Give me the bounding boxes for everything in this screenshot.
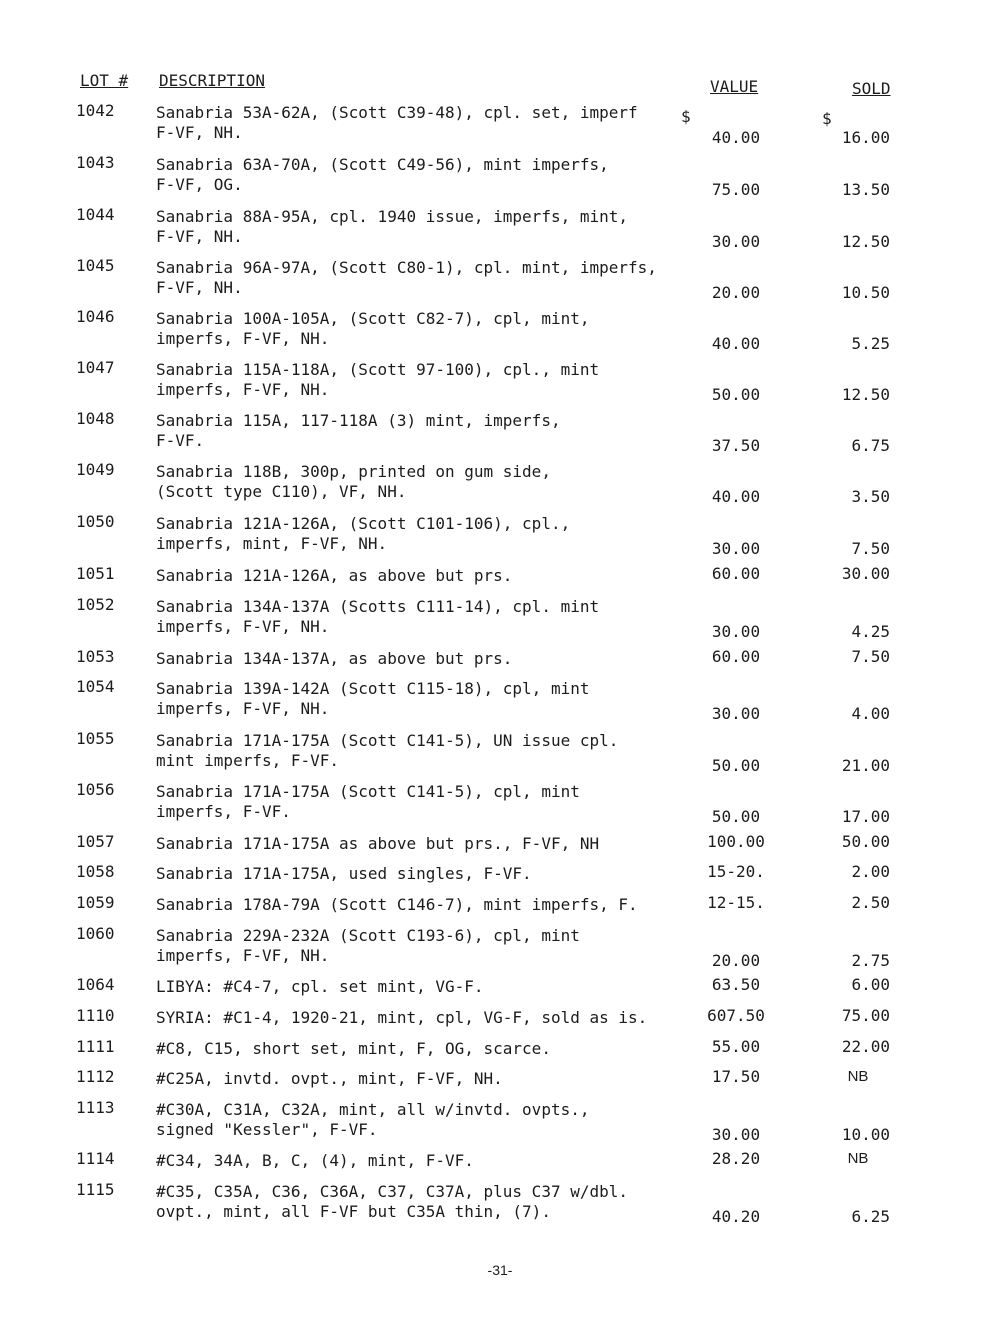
lot-sold-price: 6.75	[851, 436, 890, 455]
lot-description-line-1: #C34, 34A, B, C, (4), mint, F-VF.	[156, 1151, 474, 1170]
lot-description-line-1: LIBYA: #C4-7, cpl. set mint, VG-F.	[156, 977, 484, 996]
lot-value: 40.00	[711, 487, 761, 506]
lot-description-line-1: Sanabria 171A-175A, used singles, F-VF.	[156, 864, 532, 883]
lot-description-line-1: Sanabria 121A-126A, (Scott C101-106), cpl.,	[156, 514, 571, 533]
lot-value: 50.00	[711, 756, 761, 775]
lot-value: 50.00	[711, 807, 761, 826]
lot-sold-price: 10.50	[841, 283, 890, 302]
lot-number: 1045	[76, 256, 115, 275]
lot-value: 40.00	[711, 334, 761, 353]
lot-sold-price: 30.00	[841, 564, 890, 583]
lot-number: 1044	[76, 205, 115, 224]
lot-value: 30.00	[711, 1125, 761, 1144]
lot-sold-price: 4.25	[851, 622, 890, 641]
lot-description-line-1: #C8, C15, short set, mint, F, OG, scarce.	[156, 1039, 551, 1058]
page-number: -31-	[487, 1262, 513, 1278]
lot-value: 60.00	[711, 647, 761, 666]
lot-sold-price: 75.00	[841, 1006, 890, 1025]
lot-description-line-1: Sanabria 96A-97A, (Scott C80-1), cpl. mint, imperfs,	[156, 258, 657, 277]
lot-sold-price: 17.00	[841, 807, 890, 826]
lot-description-line-2: F-VF.	[156, 431, 205, 450]
lot-description-line-2: imperfs, F-VF, NH.	[156, 699, 330, 718]
lot-description-line-2: (Scott type C110), VF, NH.	[156, 482, 407, 501]
lot-description-line-2: F-VF, OG.	[156, 175, 243, 194]
lot-number: 1050	[76, 512, 115, 531]
lot-description-line-1: Sanabria 115A-118A, (Scott 97-100), cpl., mint	[156, 360, 600, 379]
lot-sold-price: 5.25	[851, 334, 890, 353]
lot-number: 1057	[76, 832, 115, 851]
lot-number: 1110	[76, 1006, 115, 1025]
lot-value: 20.00	[711, 951, 761, 970]
sold-currency-symbol: $	[822, 109, 832, 128]
lot-value: 17.50	[711, 1067, 761, 1086]
lot-number: 1054	[76, 677, 115, 696]
lot-number: 1056	[76, 780, 115, 799]
lot-number: 1055	[76, 729, 115, 748]
lot-description-line-1: Sanabria 171A-175A (Scott C141-5), cpl, mint	[156, 782, 580, 801]
header-sold: SOLD	[852, 79, 891, 98]
header-value: VALUE	[710, 77, 759, 96]
lot-description-line-1: Sanabria 63A-70A, (Scott C49-56), mint imperfs,	[156, 155, 609, 174]
lot-number: 1043	[76, 153, 115, 172]
lot-description-line-2: imperfs, mint, F-VF, NH.	[156, 534, 388, 553]
lot-number: 1058	[76, 862, 115, 881]
lot-value: 30.00	[711, 704, 761, 723]
lot-value: 37.50	[711, 436, 761, 455]
lot-description-line-1: Sanabria 139A-142A (Scott C115-18), cpl, mint	[156, 679, 590, 698]
lot-number: 1048	[76, 409, 115, 428]
header-description: DESCRIPTION	[159, 71, 265, 90]
lot-value: 20.00	[711, 283, 761, 302]
lot-value: 15-20.	[707, 862, 765, 881]
lot-number: 1064	[76, 975, 115, 994]
lot-value: 40.00	[711, 128, 761, 147]
lot-description-line-1: Sanabria 115A, 117-118A (3) mint, imperfs,	[156, 411, 561, 430]
lot-description-line-2: imperfs, F-VF, NH.	[156, 380, 330, 399]
lot-value: 30.00	[711, 539, 761, 558]
value-currency-symbol: $	[681, 107, 691, 126]
lot-number: 1042	[76, 101, 115, 120]
lot-description-line-1: Sanabria 134A-137A (Scotts C111-14), cpl. mint	[156, 597, 600, 616]
lot-value: 50.00	[711, 385, 761, 404]
lot-number: 1047	[76, 358, 115, 377]
lot-number: 1112	[76, 1067, 115, 1086]
lot-sold-price: 50.00	[841, 832, 890, 851]
lot-description-line-1: Sanabria 229A-232A (Scott C193-6), cpl, mint	[156, 926, 580, 945]
lot-description-line-2: imperfs, F-VF.	[156, 802, 291, 821]
lot-value: 60.00	[711, 564, 761, 583]
lot-number: 1114	[76, 1149, 115, 1168]
lot-description-line-1: Sanabria 121A-126A, as above but prs.	[156, 566, 513, 585]
lot-sold-price: 7.50	[851, 539, 890, 558]
lot-sold-price: 16.00	[841, 128, 890, 147]
lot-value: 100.00	[707, 832, 765, 851]
lot-value: 55.00	[711, 1037, 761, 1056]
lot-description-line-1: #C30A, C31A, C32A, mint, all w/invtd. ovpts.,	[156, 1100, 590, 1119]
lot-sold-price: 12.50	[841, 385, 890, 404]
lot-value: 40.20	[711, 1207, 761, 1226]
lot-number: 1052	[76, 595, 115, 614]
lot-value: 63.50	[711, 975, 761, 994]
lot-description-line-2: imperfs, F-VF, NH.	[156, 329, 330, 348]
lot-description-line-1: #C25A, invtd. ovpt., mint, F-VF, NH.	[156, 1069, 503, 1088]
lot-sold-price: 3.50	[851, 487, 890, 506]
lot-value: 12-15.	[707, 893, 765, 912]
lot-sold-price: 13.50	[841, 180, 890, 199]
lot-sold-price: 6.00	[851, 975, 890, 994]
lot-description-line-1: Sanabria 171A-175A as above but prs., F-VF, NH	[156, 834, 600, 853]
lot-description-line-2: imperfs, F-VF, NH.	[156, 946, 330, 965]
lot-number: 1115	[76, 1180, 115, 1199]
lot-description-line-1: Sanabria 171A-175A (Scott C141-5), UN issue cpl.	[156, 731, 619, 750]
lot-sold-price: 22.00	[841, 1037, 890, 1056]
lot-sold-price: 2.75	[851, 951, 890, 970]
lot-description-line-1: Sanabria 53A-62A, (Scott C39-48), cpl. set, imperf	[156, 103, 638, 122]
lot-sold-price: 4.00	[851, 704, 890, 723]
lot-number: 1059	[76, 893, 115, 912]
lot-description-line-2: mint imperfs, F-VF.	[156, 751, 340, 770]
lot-description-line-2: F-VF, NH.	[156, 123, 243, 142]
lot-description-line-1: Sanabria 134A-137A, as above but prs.	[156, 649, 513, 668]
lot-sold-price: 6.25	[851, 1207, 890, 1226]
lot-description-line-1: Sanabria 100A-105A, (Scott C82-7), cpl, mint,	[156, 309, 590, 328]
lot-value: 75.00	[711, 180, 761, 199]
lot-number: 1113	[76, 1098, 115, 1117]
header-lot: LOT #	[80, 71, 129, 90]
lot-sold-price: 7.50	[851, 647, 890, 666]
lot-number: 1049	[76, 460, 115, 479]
lot-value: 30.00	[711, 232, 761, 251]
lot-number: 1051	[76, 564, 115, 583]
lot-sold-price: 2.00	[851, 862, 890, 881]
lot-description-line-1: Sanabria 118B, 300p, printed on gum side,	[156, 462, 551, 481]
lot-description-line-2: ovpt., mint, all F-VF but C35A thin, (7).	[156, 1202, 551, 1221]
lot-description-line-2: F-VF, NH.	[156, 227, 243, 246]
lot-description-line-1: #C35, C35A, C36, C36A, C37, C37A, plus C37 w/dbl.	[156, 1182, 629, 1201]
lot-description-line-2: imperfs, F-VF, NH.	[156, 617, 330, 636]
lot-value: 607.50	[707, 1006, 765, 1025]
lot-sold-price: 2.50	[851, 893, 890, 912]
lot-number: 1046	[76, 307, 115, 326]
lot-sold-price: 12.50	[841, 232, 890, 251]
lot-number: 1053	[76, 647, 115, 666]
lot-sold-price: 10.00	[841, 1125, 890, 1144]
lot-description-line-1: SYRIA: #C1-4, 1920-21, mint, cpl, VG-F, sold as is.	[156, 1008, 648, 1027]
lot-description-line-1: Sanabria 88A-95A, cpl. 1940 issue, imperfs, mint,	[156, 207, 629, 226]
lot-value: 30.00	[711, 622, 761, 641]
lot-sold-price: NB	[847, 1068, 869, 1085]
lot-sold-price: NB	[847, 1150, 869, 1167]
lot-description-line-1: Sanabria 178A-79A (Scott C146-7), mint imperfs, F.	[156, 895, 638, 914]
lot-description-line-2: F-VF, NH.	[156, 278, 243, 297]
lot-number: 1060	[76, 924, 115, 943]
lot-number: 1111	[76, 1037, 115, 1056]
lot-sold-price: 21.00	[841, 756, 890, 775]
lot-value: 28.20	[711, 1149, 761, 1168]
lot-description-line-2: signed "Kessler", F-VF.	[156, 1120, 378, 1139]
